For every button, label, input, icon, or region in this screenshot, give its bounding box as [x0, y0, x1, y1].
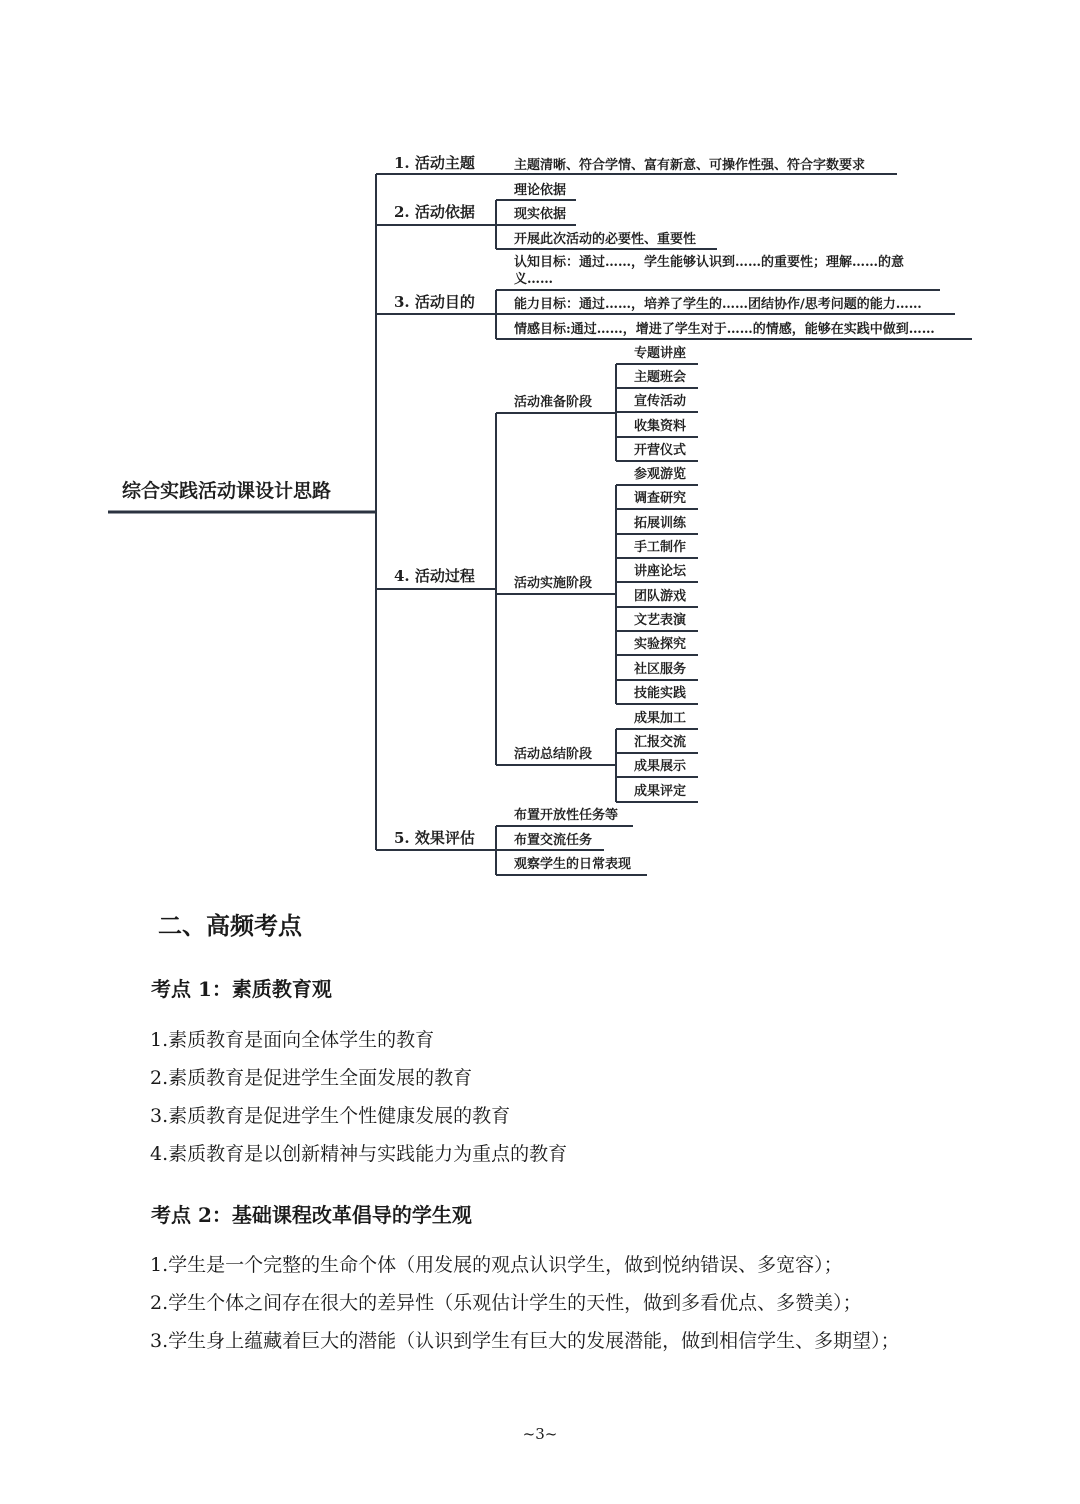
stage-item: 开营仪式 — [634, 443, 687, 458]
basis-item: 现实依据 — [514, 207, 567, 222]
list-item: 3.学生身上蕴藏着巨大的潜能（认识到学生有巨大的发展潜能，做到相信学生、多期望）； — [150, 1330, 900, 1352]
stage-item: 成果加工 — [634, 711, 687, 726]
stage-item: 实验探究 — [634, 637, 687, 652]
stage-item: 主题班会 — [634, 370, 687, 385]
evaluation-item: 布置开放性任务等 — [514, 808, 619, 823]
point-2-title: 考点 2：基础课程改革倡导的学生观 — [151, 1203, 472, 1227]
basis-item: 开展此次活动的必要性、重要性 — [514, 232, 697, 247]
mindmap-root: 综合实践活动课设计思路 — [122, 480, 332, 502]
point-1-list — [150, 1021, 567, 1173]
list-item: 1.素质教育是面向全体学生的教育 — [150, 1029, 435, 1051]
purpose-item: 情感目标:通过……，增进了学生对于……的情感，能够在实践中做到…… — [514, 322, 935, 337]
purpose-item: 能力目标：通过……，培养了学生的……团结协作/思考问题的能力…… — [514, 297, 922, 312]
stage-label-implement: 活动实施阶段 — [514, 576, 593, 591]
point-2-list — [150, 1246, 900, 1360]
list-item: 1.学生是一个完整的生命个体（用发展的观点认识学生，做到悦纳错误、多宽容）； — [150, 1254, 843, 1276]
stage-item: 技能实践 — [634, 686, 687, 701]
stage-item: 收集资料 — [634, 419, 687, 434]
list-item: 4.素质教育是以创新精神与实践能力为重点的教育 — [150, 1143, 568, 1165]
stage-item: 宣传活动 — [634, 394, 687, 409]
list-item: 3.素质教育是促进学生个性健康发展的教育 — [150, 1105, 511, 1127]
basis-item: 理论依据 — [514, 183, 567, 198]
branch-label-purpose: 3. 活动目的 — [394, 293, 475, 311]
stage-item: 社区服务 — [634, 662, 687, 677]
stage-item: 讲座论坛 — [634, 564, 687, 579]
evaluation-item: 观察学生的日常表现 — [514, 857, 632, 872]
stage-label-prepare: 活动准备阶段 — [514, 395, 593, 410]
stage-item: 成果展示 — [634, 759, 687, 774]
branch-label-theme: 1. 活动主题 — [394, 154, 475, 172]
stage-item: 参观游览 — [634, 467, 687, 482]
purpose-item: 认知目标：通过……，学生能够认识到……的重要性；理解……的意 — [514, 255, 905, 270]
stage-item: 汇报交流 — [634, 735, 687, 750]
stage-item: 调查研究 — [634, 491, 687, 506]
page-number: ~3~ — [522, 1425, 558, 1443]
point-1-title: 考点 1：素质教育观 — [151, 977, 332, 1001]
stage-item: 文艺表演 — [634, 613, 687, 628]
branch-label-evaluation: 5. 效果评估 — [394, 829, 475, 847]
list-item: 2.学生个体之间存在很大的差异性（乐观估计学生的天性，做到多看优点、多赞美）； — [150, 1292, 862, 1314]
stage-item: 专题讲座 — [634, 346, 687, 361]
stage-item: 手工制作 — [634, 540, 687, 555]
section-title: 二、高频考点 — [158, 911, 302, 940]
stage-label-summary: 活动总结阶段 — [514, 747, 593, 762]
stage-item: 团队游戏 — [634, 589, 687, 604]
list-item: 2.素质教育是促进学生全面发展的教育 — [150, 1067, 473, 1089]
stage-item: 成果评定 — [634, 784, 687, 799]
branch-label-basis: 2. 活动依据 — [394, 203, 475, 221]
purpose-item: 义…… — [514, 272, 554, 287]
theme-item: 主题清晰、符合学情、富有新意、可操作性强、符合字数要求 — [514, 158, 866, 173]
evaluation-item: 布置交流任务 — [514, 833, 593, 848]
branch-label-process: 4. 活动过程 — [394, 567, 475, 585]
stage-item: 拓展训练 — [634, 516, 687, 531]
